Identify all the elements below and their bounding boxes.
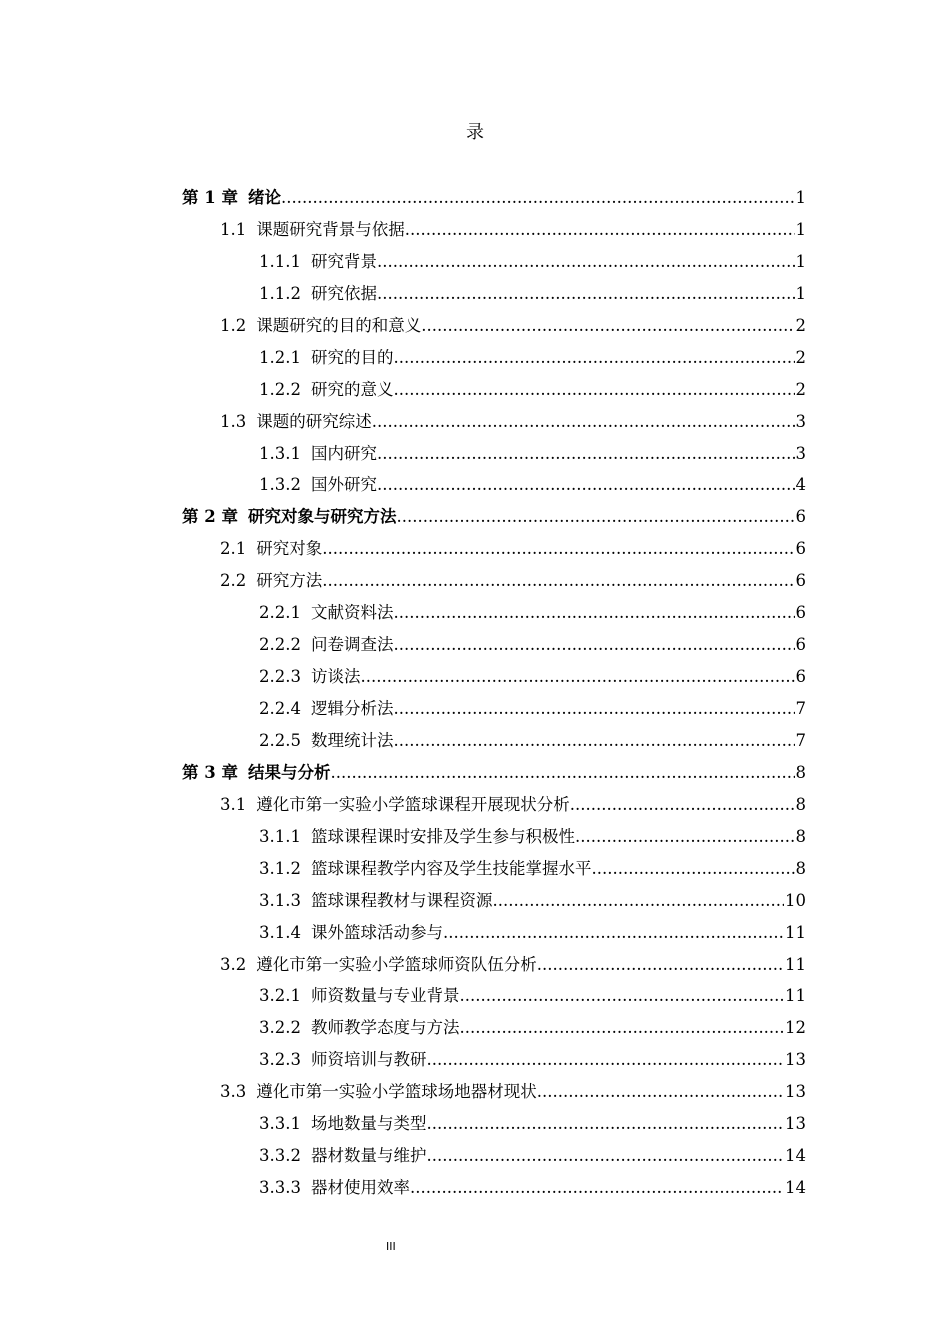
toc-entry-title: 问卷调查法 [310, 635, 394, 655]
toc-entry[interactable] [182, 917, 806, 949]
toc-title: 录 [466, 122, 484, 143]
toc-entry-page: 13 [785, 1050, 806, 1070]
toc-leader-dots [360, 661, 794, 693]
toc-leader-dots [377, 246, 795, 278]
toc-entry[interactable] [182, 693, 806, 725]
toc-entry-title: 数理统计法 [310, 730, 394, 750]
toc-entry-title: 篮球课程教学内容及学生技能掌握水平 [310, 858, 592, 878]
toc-leader-dots [570, 789, 795, 821]
toc-entry-title: 研究依据 [310, 283, 377, 303]
toc-entry-number: 3.1.3 [259, 890, 301, 910]
toc-entry-number: 2.2.1 [259, 603, 301, 623]
toc-entry-number: 3.2.1 [259, 986, 301, 1006]
toc-entry-title: 器材使用效率 [310, 1178, 410, 1198]
toc-entry-title: 课题研究的目的和意义 [256, 315, 422, 335]
toc-leader-dots [377, 278, 795, 310]
toc-entry-title: 课外篮球活动参与 [310, 922, 443, 942]
toc-entry[interactable] [182, 1172, 806, 1204]
toc-leader-dots [393, 597, 794, 629]
toc-leader-dots [459, 1012, 784, 1044]
toc-entry-page: 11 [785, 954, 806, 974]
toc-entry-title: 研究的目的 [310, 347, 394, 367]
toc-entry-title: 场地数量与类型 [310, 1114, 427, 1134]
toc-entry-title: 研究的意义 [310, 379, 394, 399]
toc-entry-number: 1.3.1 [259, 443, 301, 463]
toc-entry-page: 1 [795, 219, 806, 239]
toc-entry-title: 课题研究背景与依据 [256, 219, 405, 239]
toc-entry-page: 2 [795, 379, 806, 399]
toc-entry[interactable] [182, 182, 806, 214]
toc-leader-dots [393, 342, 794, 374]
toc-entry-number: 2.2.5 [259, 730, 301, 750]
toc-entry[interactable] [182, 1108, 806, 1140]
toc-entry-page: 12 [785, 1018, 806, 1038]
toc-entry[interactable] [182, 949, 806, 981]
toc-leader-dots [410, 1172, 784, 1204]
toc-entry-title: 师资培训与教研 [310, 1050, 427, 1070]
toc-entry[interactable] [182, 533, 806, 565]
toc-entry-number: 3.1.2 [259, 858, 301, 878]
toc-entry-number: 1.2.2 [259, 379, 301, 399]
toc-leader-dots [421, 310, 794, 342]
toc-entry-number: 1.3 [220, 411, 247, 431]
toc-entry-page: 6 [795, 507, 806, 527]
toc-leader-dots [393, 693, 794, 725]
toc-entry-number: 2.2.4 [259, 699, 301, 718]
toc-entry-page: 14 [785, 1146, 806, 1166]
toc-leader-dots [330, 757, 794, 789]
toc-entry-number: 1.2.1 [259, 347, 301, 367]
toc-entry-page: 4 [795, 475, 806, 495]
toc-entry-number: 3.2.2 [259, 1018, 301, 1038]
toc-entry-title: 篮球课程教材与课程资源 [310, 890, 493, 910]
toc-entry-title: 篮球课程课时安排及学生参与积极性 [310, 826, 575, 846]
toc-leader-dots [443, 917, 784, 949]
toc-leader-dots [426, 1140, 784, 1172]
toc-entry-title: 文献资料法 [310, 603, 394, 623]
toc-entry[interactable] [182, 597, 806, 629]
toc-leader-dots [322, 565, 794, 597]
toc-entry-page: 1 [795, 283, 806, 303]
toc-entry-title: 器材数量与维护 [310, 1146, 427, 1166]
toc-entry-page: 3 [795, 443, 806, 463]
toc-entry-title: 研究背景 [310, 251, 377, 271]
toc-entry[interactable] [182, 1140, 806, 1172]
toc-entry-page: 6 [795, 635, 806, 655]
toc-entry[interactable] [182, 629, 806, 661]
toc-entry-number: 3.2.3 [259, 1050, 301, 1070]
toc-leader-dots [393, 374, 794, 406]
toc-entry[interactable] [182, 980, 806, 1012]
toc-entry-number: 1.1.1 [259, 251, 301, 271]
toc-entry-number: 第 2 章 [182, 507, 238, 527]
toc-entry-number: 第 1 章 [182, 188, 238, 207]
toc-entry-page: 8 [795, 762, 806, 782]
toc-entry[interactable] [182, 469, 806, 501]
toc-entry-page: 11 [785, 986, 806, 1006]
toc-entry-page: 8 [795, 794, 806, 814]
toc-entry-page: 1 [795, 188, 806, 207]
toc-entry-page: 13 [785, 1114, 806, 1134]
table-of-contents [182, 182, 806, 1204]
toc-leader-dots [459, 980, 784, 1012]
toc-entry-title: 绪论 [247, 188, 281, 207]
toc-entry[interactable] [182, 278, 806, 310]
toc-entry[interactable] [182, 661, 806, 693]
toc-entry-number: 3.3.1 [259, 1114, 301, 1134]
toc-entry-title: 访谈法 [310, 667, 361, 687]
toc-entry-title: 研究对象与研究方法 [247, 507, 397, 527]
page-number: III [386, 1240, 396, 1253]
toc-entry[interactable] [182, 757, 806, 789]
toc-entry-number: 2.1 [220, 539, 247, 559]
toc-entry-page: 1 [795, 251, 806, 271]
toc-entry-title: 遵化市第一实验小学篮球课程开展现状分析 [256, 794, 570, 814]
toc-entry-page: 7 [795, 699, 806, 718]
toc-entry-page: 7 [795, 730, 806, 750]
toc-entry-number: 1.3.2 [259, 475, 301, 495]
toc-entry[interactable] [182, 406, 806, 438]
toc-entry-page: 10 [785, 890, 806, 910]
toc-leader-dots [426, 1044, 784, 1076]
toc-entry-number: 3.3 [220, 1082, 247, 1102]
toc-entry-page: 2 [795, 315, 806, 335]
toc-leader-dots [281, 182, 795, 214]
toc-entry-page: 8 [795, 826, 806, 846]
toc-entry-title: 研究方法 [256, 571, 323, 591]
toc-entry-number: 3.1 [220, 794, 247, 814]
toc-entry-page: 3 [795, 411, 806, 431]
toc-entry[interactable] [182, 1044, 806, 1076]
toc-leader-dots [405, 214, 795, 246]
toc-entry-title: 教师教学态度与方法 [310, 1018, 460, 1038]
toc-entry-page: 13 [785, 1082, 806, 1102]
toc-entry[interactable] [182, 438, 806, 470]
toc-entry-title: 逻辑分析法 [310, 699, 394, 718]
toc-entry-page: 6 [795, 539, 806, 559]
toc-entry[interactable] [182, 342, 806, 374]
toc-entry[interactable] [182, 501, 806, 533]
toc-entry-number: 2.2.2 [259, 635, 301, 655]
toc-entry[interactable] [182, 374, 806, 406]
toc-leader-dots [426, 1108, 784, 1140]
toc-entry-title: 国外研究 [310, 475, 377, 495]
toc-entry[interactable] [182, 853, 806, 885]
toc-entry[interactable] [182, 789, 806, 821]
toc-leader-dots [591, 853, 794, 885]
toc-leader-dots [377, 469, 795, 501]
toc-leader-dots [377, 438, 795, 470]
toc-entry-number: 1.1 [220, 219, 247, 239]
toc-entry-number: 2.2 [220, 571, 247, 591]
toc-entry-page: 6 [795, 667, 806, 687]
toc-entry-title: 遵化市第一实验小学篮球师资队伍分析 [256, 954, 537, 974]
toc-entry-number: 1.1.2 [259, 283, 301, 303]
toc-entry-number: 2.2.3 [259, 667, 301, 687]
toc-entry[interactable] [182, 885, 806, 917]
toc-entry-number: 3.3.3 [259, 1178, 301, 1198]
toc-entry[interactable] [182, 214, 806, 246]
toc-entry-number: 3.2 [220, 954, 247, 974]
toc-entry-title: 国内研究 [310, 443, 377, 463]
toc-leader-dots [396, 501, 794, 533]
toc-entry[interactable] [182, 821, 806, 853]
toc-leader-dots [537, 1076, 784, 1108]
toc-entry-number: 3.1.4 [259, 922, 301, 942]
toc-entry-number: 第 3 章 [182, 762, 238, 782]
toc-entry[interactable] [182, 1076, 806, 1108]
toc-entry-title: 师资数量与专业背景 [310, 986, 460, 1006]
toc-entry[interactable] [182, 246, 806, 278]
toc-entry[interactable] [182, 310, 806, 342]
toc-leader-dots [537, 949, 784, 981]
toc-leader-dots [372, 406, 795, 438]
toc-leader-dots [575, 821, 795, 853]
toc-entry-page: 6 [795, 571, 806, 591]
toc-entry-page: 8 [795, 858, 806, 878]
toc-entry-number: 3.3.2 [259, 1146, 301, 1166]
toc-entry[interactable] [182, 1012, 806, 1044]
toc-entry-page: 11 [785, 922, 806, 942]
toc-entry-page: 14 [785, 1178, 806, 1198]
toc-entry-title: 遵化市第一实验小学篮球场地器材现状 [256, 1082, 537, 1102]
toc-entry[interactable] [182, 725, 806, 757]
toc-entry-page: 2 [795, 347, 806, 367]
toc-entry[interactable] [182, 565, 806, 597]
toc-leader-dots [393, 725, 794, 757]
toc-entry-number: 3.1.1 [259, 826, 301, 846]
toc-entry-title: 课题的研究综述 [256, 411, 372, 431]
toc-entry-title: 研究对象 [256, 539, 323, 559]
toc-leader-dots [492, 885, 784, 917]
toc-entry-page: 6 [795, 603, 806, 623]
toc-leader-dots [322, 533, 794, 565]
toc-entry-number: 1.2 [220, 315, 247, 335]
toc-leader-dots [393, 629, 794, 661]
toc-entry-title: 结果与分析 [247, 762, 331, 782]
